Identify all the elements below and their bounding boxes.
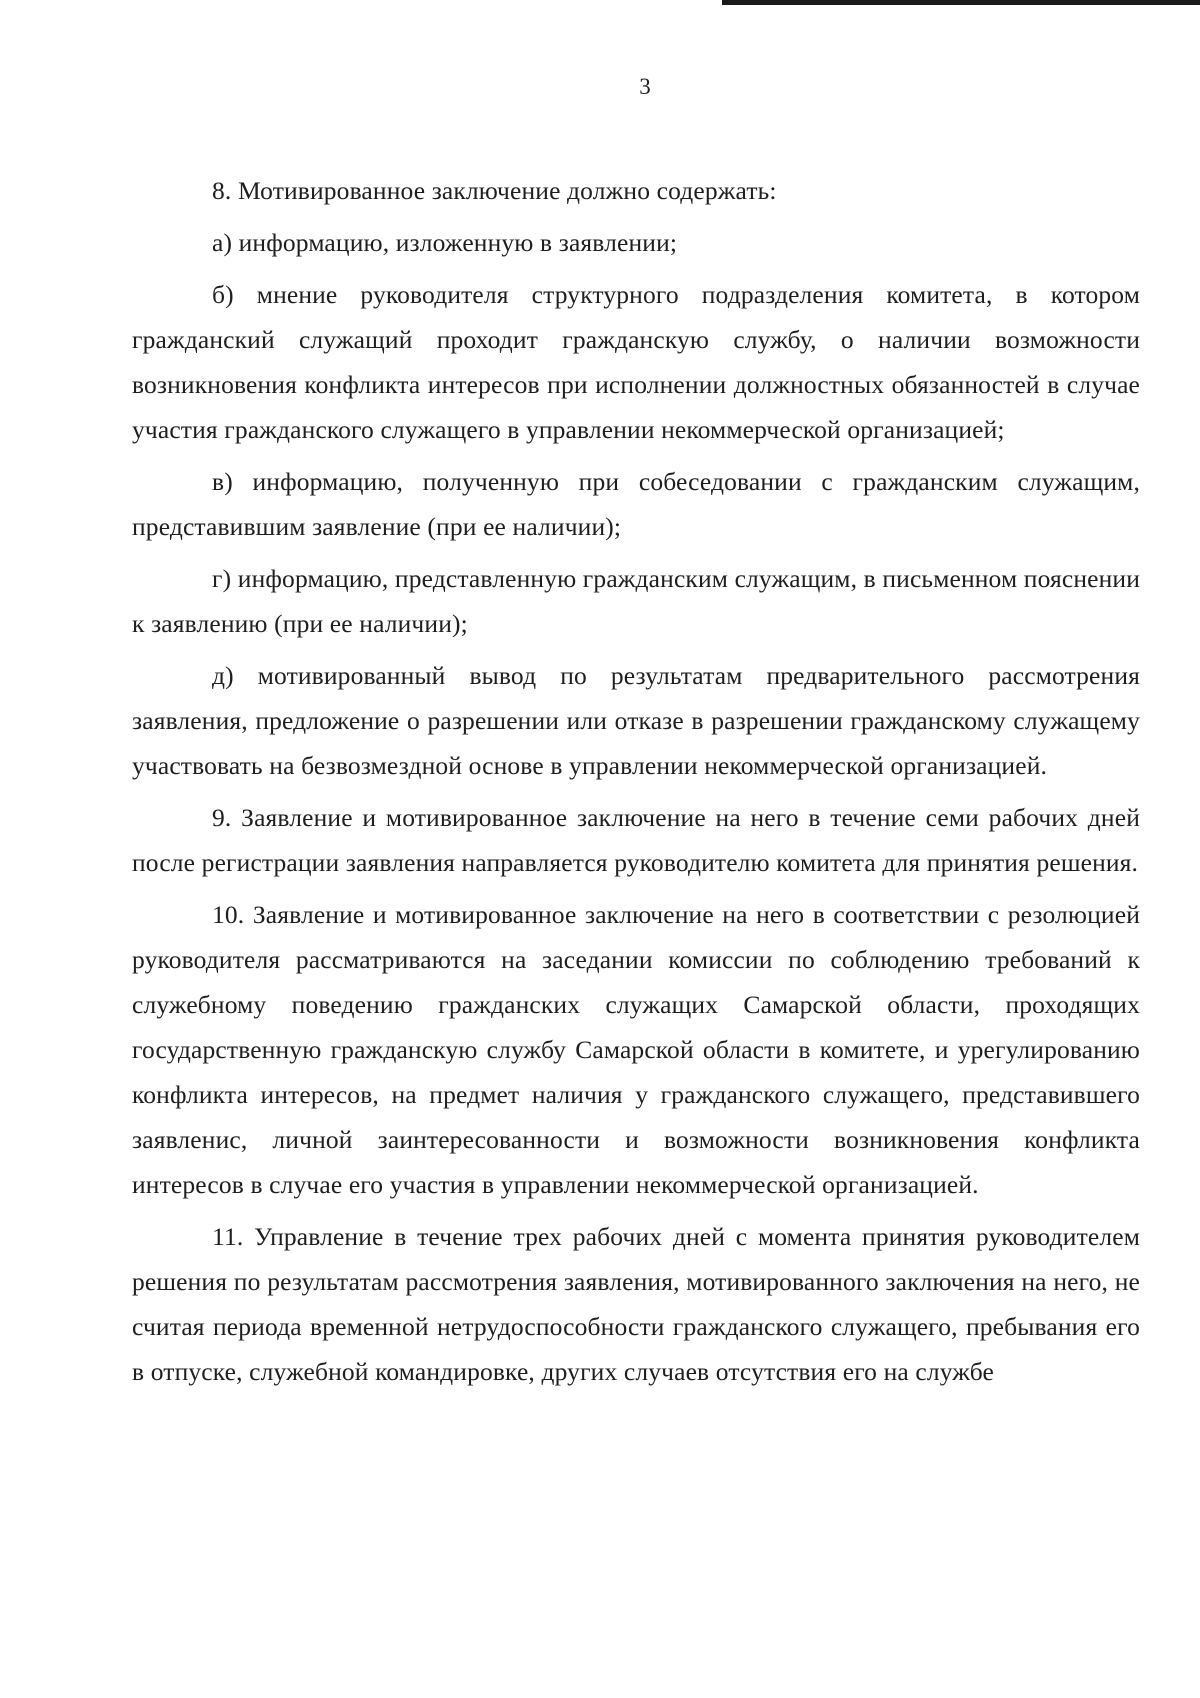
paragraph-11: 11. Управление в течение трех рабочих дней с момента принятия руководителем решения по результатам рассмотрения заявления, мотивированного заключения на него, не считая периода временной нетрудоспособности гражданского служащего, пребывания его в отпуске, служебной командировке, других случаев отсутствия его на службе (132, 1222, 1140, 1386)
paragraph-8-item-a: а) информацию, изложенную в заявлении; (212, 228, 678, 257)
top-edge-line (722, 0, 1200, 5)
page-number: 3 (639, 74, 651, 99)
document-body (132, 168, 1140, 1401)
paragraph-8-item-g: г) информацию, представленную гражданским служащим, в письменном пояснении к заявлению (при ее наличии); (132, 564, 1140, 638)
paragraph-8-item-b: б) мнение руководителя структурного подразделения комитета, в котором гражданский служащий проходит гражданскую службу, о наличии возможности возникновения конфликта интересов при исполнении должностных обязанностей в случае участия гражданского служащего в управлении некоммерческой организацией; (132, 280, 1140, 444)
paragraph-8-intro: 8. Мотивированное заключение должно содержать: (212, 176, 777, 205)
paragraph-8-item-d: д) мотивированный вывод по результатам предварительного рассмотрения заявления, предложение о разрешении или отказе в разрешении гражданскому служащему участвовать на безвозмездной основе в управлении некоммерческой организацией. (132, 661, 1140, 780)
paragraph-10: 10. Заявление и мотивированное заключение на него в соответствии с резолюцией руководителя рассматриваются на заседании комиссии по соблюдению требований к служебному поведению гражданских служащих Самарской области, проходящих государственную гражданскую службу Самарской области в комитете, и урегулированию конфликта интересов, на предмет наличия у гражданского служащего, представившего заявленис, личной заинтересованности и возможности возникновения конфликта интересов в случае его участия в управлении некоммерческой организацией. (132, 900, 1140, 1199)
paragraph-9: 9. Заявление и мотивированное заключение на него в течение семи рабочих дней после регистрации заявления направляется руководителю комитета для принятия решения. (132, 803, 1140, 877)
paragraph-8-item-v: в) информацию, полученную при собеседовании с гражданским служащим, представившим заявление (при ее наличии); (132, 467, 1140, 541)
